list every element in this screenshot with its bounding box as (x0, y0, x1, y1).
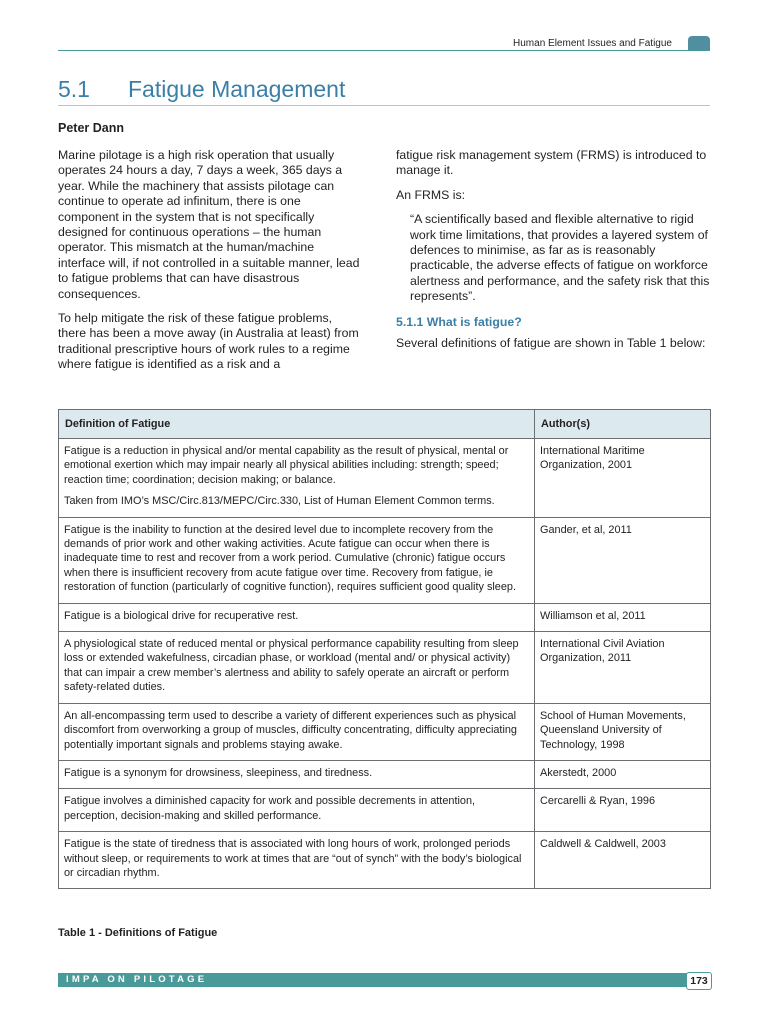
definition-cell: A physiological state of reduced mental or physical performance capability resulting from sleep loss or extended wakefulness, circadian phase, or workload (mental and/ or physical activity) that can impair a crew member’s alertness and ability to safely operate an aircraft or perform safety-related duties. (59, 632, 535, 704)
definition-cell: Fatigue is a biological drive for recuperative rest. (59, 603, 535, 631)
left-column (58, 148, 362, 382)
paragraph: Marine pilotage is a high risk operation that usually operates 24 hours a day, 7 days a week, 365 days a year. While the machinery that assists pilotage can continue to operate ad infinitum, there is one component in the system that is not specifically designed for continuous operations – the human operator. This mismatch at the human/machine interface will, if not controlled in a suitable manner, lead to fatigue problems that can have disastrous consequences. (58, 148, 360, 301)
author-cell: School of Human Movements, Queensland University of Technology, 1998 (535, 703, 711, 760)
author-cell: Akerstedt, 2000 (535, 760, 711, 788)
column-header-authors: Author(s) (535, 410, 711, 439)
page-number: 173 (686, 972, 712, 990)
definition-text: Fatigue is a reduction in physical and/or mental capability as the result of physical, mental or emotional exertion which may impair nearly all physical abilities including: strength; speed; reaction time; coordination; decision making; or balance. (64, 445, 509, 486)
table-row (59, 832, 711, 889)
running-header: Human Element Issues and Fatigue (513, 38, 672, 49)
definition-note: Taken from IMO’s MSC/Circ.813/MEPC/Circ.330, List of Human Element Common terms. (64, 495, 495, 508)
table-row (59, 603, 711, 631)
table-row (59, 703, 711, 760)
section-number: 5.1 (58, 76, 90, 102)
author-cell: Williamson et al, 2011 (535, 603, 711, 631)
subsection-heading: 5.1.1 What is fatigue? (396, 314, 522, 329)
block-quote: “A scientifically based and flexible alternative to rigid work time limitations, that provides a layered system of defences to minimise, as far as is reasonably practicable, the adverse effects of fatigue on workforce alertness and performance, and the safety risk that this represents”. (410, 212, 710, 304)
right-column (396, 148, 710, 360)
table-row (59, 760, 711, 788)
table-row (59, 517, 711, 603)
table-row (59, 439, 711, 518)
author-cell: Cercarelli & Ryan, 1996 (535, 789, 711, 832)
definition-cell (59, 439, 535, 518)
definition-cell: Fatigue is a synonym for drowsiness, sleepiness, and tiredness. (59, 760, 535, 788)
definition-cell: Fatigue is the inability to function at the desired level due to incomplete recovery from the demands of prior work and other waking activities. Acute fatigue can occur when there is inadequate time to rest and recover from a work period. Cumulative (chronic) fatigue occurs when there is insufficient recovery from acute fatigue over time. Recovery from fatigue, ie restoration of function (particularly of cognitive function), requires sufficient good quality sleep. (59, 517, 535, 603)
definition-cell: An all-encompassing term used to describe a variety of different experiences such as physical discomfort from overworking a group of muscles, difficulty concentrating, difficulty appreciating potentially important signals and problems staying awake. (59, 703, 535, 760)
definitions-table (58, 409, 711, 889)
author-cell: International Civil Aviation Organization, 2011 (535, 632, 711, 704)
title-rule (58, 105, 710, 106)
header-rule (58, 50, 710, 51)
definition-cell: Fatigue involves a diminished capacity for work and possible decrements in attention, perception, decision-making and skilled performance. (59, 789, 535, 832)
table-row (59, 632, 711, 704)
paragraph: To help mitigate the risk of these fatigue problems, there has been a move away (in Australia at least) from traditional prescriptive hours of work rules to a regime where fatigue is identified as a risk and a (58, 311, 359, 372)
author-cell: International Maritime Organization, 2001 (535, 439, 711, 518)
publication-name: IMPA ON PILOTAGE (66, 974, 208, 985)
paragraph: fatigue risk management system (FRMS) is introduced to manage it. (396, 148, 707, 178)
author-name: Peter Dann (58, 121, 124, 135)
header-tab (688, 36, 710, 50)
table-header-row (59, 410, 711, 439)
definition-cell: Fatigue is the state of tiredness that is associated with long hours of work, prolonged periods without sleep, or requirements to work at times that are “out of synch” with the body’s biological or circadian rhythm. (59, 832, 535, 889)
author-cell: Caldwell & Caldwell, 2003 (535, 832, 711, 889)
section-heading (58, 76, 345, 103)
table-row (59, 789, 711, 832)
author-cell: Gander, et al, 2011 (535, 517, 711, 603)
paragraph: An FRMS is: (396, 187, 466, 202)
section-title: Fatigue Management (128, 76, 346, 102)
paragraph: Several definitions of fatigue are shown in Table 1 below: (396, 336, 706, 351)
column-header-definition: Definition of Fatigue (59, 410, 535, 439)
table-caption: Table 1 - Definitions of Fatigue (58, 927, 218, 939)
